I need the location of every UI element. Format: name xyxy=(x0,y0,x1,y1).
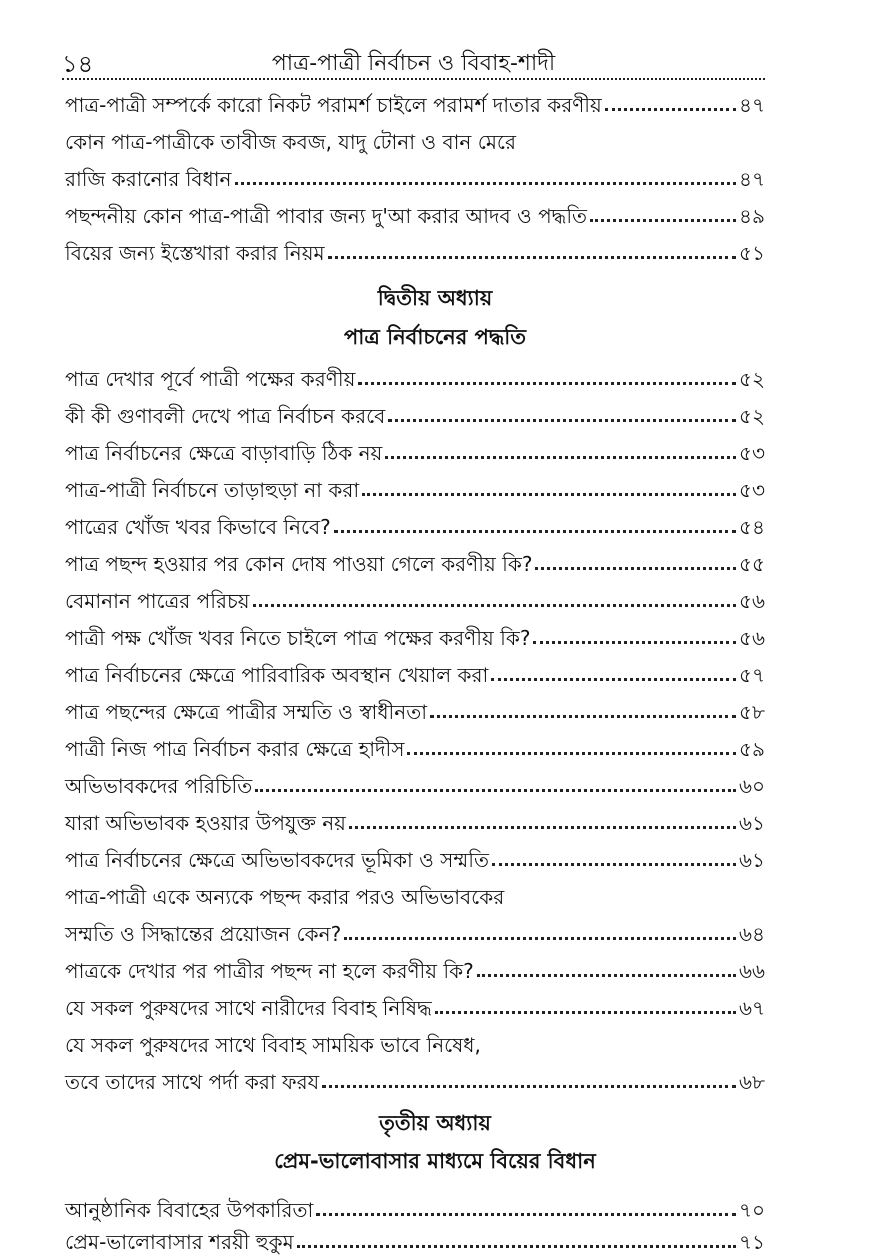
toc-entry-page: ৫১ xyxy=(739,241,765,265)
chapter-heading: দ্বিতীয় অধ্যায় xyxy=(377,286,493,310)
toc-entry-page: ৫৮ xyxy=(739,700,765,724)
toc-entry[interactable] xyxy=(65,1061,765,1095)
toc-entry[interactable] xyxy=(65,432,765,466)
toc-entry-page: ৬৭ xyxy=(738,996,765,1020)
toc-entry[interactable] xyxy=(65,232,765,266)
toc-entry[interactable] xyxy=(65,84,765,118)
toc-entry[interactable] xyxy=(65,121,765,155)
toc-entry-title: রাজি করানোর বিধান xyxy=(65,167,232,191)
dot-leader xyxy=(491,678,736,681)
toc-entry[interactable] xyxy=(65,728,765,762)
running-title: পাত্র-পাত্রী নির্বাচন ও বিবাহ-শাদী xyxy=(271,51,556,76)
toc-entry[interactable] xyxy=(65,987,765,1021)
toc-entry[interactable] xyxy=(65,802,765,836)
dot-leader xyxy=(385,456,736,459)
dot-leader xyxy=(388,419,736,422)
toc-entry[interactable] xyxy=(65,876,765,910)
toc-entry-page: ৬১ xyxy=(739,848,765,872)
toc-entry-title: প্রেম-ভালোবাসার শরয়ী হুকুম xyxy=(65,1230,294,1254)
dot-leader xyxy=(255,789,736,792)
toc-entry[interactable] xyxy=(65,158,765,192)
toc-entry-title: পাত্র নির্বাচনের ক্ষেত্রে পারিবারিক অবস্থান খেয়াল করা xyxy=(65,663,489,687)
dot-leader xyxy=(435,1011,736,1014)
chapter-heading: তৃতীয় অধ্যায় xyxy=(379,1111,491,1135)
toc-entry[interactable] xyxy=(65,395,765,429)
toc-entry-page: ৫৩ xyxy=(739,478,765,502)
page-header xyxy=(62,44,765,80)
dot-leader xyxy=(605,108,736,111)
toc-entry-title: যে সকল পুরুষদের সাথে নারীদের বিবাহ নিষিদ্ধ xyxy=(65,996,432,1020)
chapter-subtitle: পাত্র নির্বাচনের পদ্ধতি xyxy=(344,325,526,349)
toc-entry[interactable] xyxy=(65,913,765,947)
toc-entry-title: বিয়ের জন্য ইস্তেখারা করার নিয়ম xyxy=(65,241,325,265)
dot-leader xyxy=(533,641,736,644)
toc-entry-page: ৪৯ xyxy=(739,204,765,228)
toc-entry[interactable] xyxy=(65,506,765,540)
dot-leader xyxy=(590,219,736,222)
toc-entry-page: ৫৪ xyxy=(739,515,765,539)
toc-entry[interactable] xyxy=(65,950,765,984)
toc-entry-title: পাত্রী পক্ষ খোঁজ খবর নিতে চাইলে পাত্র পক্ষের করণীয় কি? xyxy=(65,626,531,650)
dot-leader xyxy=(535,567,736,570)
toc-entry-title: পাত্রকে দেখার পর পাত্রীর পছন্দ না হলে করণীয় কি? xyxy=(65,959,474,983)
toc-entry-title: কী কী গুণাবলী দেখে পাত্র নির্বাচন করবে xyxy=(65,404,386,428)
toc-entry-page: ৫৫ xyxy=(739,552,765,576)
toc-entry[interactable] xyxy=(65,1189,765,1223)
toc-entry[interactable] xyxy=(65,691,765,725)
toc-entry-page: ৫৯ xyxy=(739,737,765,761)
toc-entry-page: ৬৪ xyxy=(739,922,765,946)
toc-entry-title: পছন্দনীয় কোন পাত্র-পাত্রী পাবার জন্য দু'আ করার আদব ও পদ্ধতি xyxy=(65,204,588,228)
toc-entry-page: ৪৭ xyxy=(739,167,765,191)
dot-leader xyxy=(430,715,736,718)
toc-entry-page: ৬০ xyxy=(738,774,765,798)
dot-leader xyxy=(253,604,736,607)
toc-entry[interactable] xyxy=(65,617,765,651)
toc-entry-title: পাত্র-পাত্রী নির্বাচনে তাড়াহুড়া না করা xyxy=(65,478,360,502)
toc-entry-title: কোন পাত্র-পাত্রীকে তাবীজ কবজ, যাদু টোনা ও বান মেরে xyxy=(65,130,516,154)
dot-leader xyxy=(477,974,736,977)
toc-entry-title: পাত্রী নিজ পাত্র নির্বাচন করার ক্ষেত্রে হাদীস xyxy=(65,737,405,761)
toc-entry[interactable] xyxy=(65,839,765,873)
toc-entry[interactable] xyxy=(65,358,765,392)
dot-leader xyxy=(235,182,737,185)
toc-entry[interactable] xyxy=(65,580,765,614)
toc-entry[interactable] xyxy=(65,543,765,577)
toc-entry[interactable] xyxy=(65,195,765,229)
toc-entry-page: ৫২ xyxy=(739,404,765,428)
dot-leader xyxy=(322,1085,736,1088)
dot-leader xyxy=(407,752,736,755)
toc-entry-title: অভিভাবকদের পরিচিতি xyxy=(65,774,253,798)
toc-entry-page: ৬৮ xyxy=(739,1070,765,1094)
dot-leader xyxy=(334,530,736,533)
toc-entry-title: পাত্র পছন্দ হওয়ার পর কোন দোষ পাওয়া গেলে করণীয় কি? xyxy=(65,552,533,576)
toc-entry-title: পাত্রের খোঁজ খবর কিভাবে নিবে? xyxy=(65,515,331,539)
dot-leader xyxy=(297,1245,736,1248)
dot-leader xyxy=(358,382,736,385)
dot-leader xyxy=(316,1213,736,1216)
toc-entry[interactable] xyxy=(65,1024,765,1058)
toc-entry-page: ৫৬ xyxy=(739,589,765,613)
toc-entry-page: ৬৬ xyxy=(738,959,765,983)
toc-entry-title: বেমানান পাত্রের পরিচয় xyxy=(65,589,250,613)
toc-entry-page: ৭১ xyxy=(739,1230,765,1254)
dot-leader xyxy=(344,937,736,940)
chapter-subtitle: প্রেম-ভালোবাসার মাধ্যমে বিয়ের বিধান xyxy=(274,1149,596,1173)
toc-entry-title: যারা অভিভাবক হওয়ার উপযুক্ত নয় xyxy=(65,811,346,835)
toc-entry-title: পাত্র-পাত্রী সম্পর্কে কারো নিকট পরামর্শ চাইলে পরামর্শ দাতার করণীয় xyxy=(65,93,602,117)
toc-entry-title: তবে তাদের সাথে পর্দা করা ফরয xyxy=(65,1070,320,1094)
toc-entry-title: পাত্র নির্বাচনের ক্ষেত্রে অভিভাবকদের ভূমিকা ও সম্মতি xyxy=(65,848,489,872)
dot-leader xyxy=(492,863,736,866)
toc-entry-page: ৫৭ xyxy=(739,663,765,687)
dot-leader xyxy=(349,826,736,829)
page-number: ১৪ xyxy=(62,50,94,78)
toc-entry[interactable] xyxy=(65,765,765,799)
toc-entry-page: ৫৬ xyxy=(739,626,765,650)
toc-entry-title: পাত্র পছন্দের ক্ষেত্রে পাত্রীর সম্মতি ও স্বাধীনতা xyxy=(65,700,427,724)
toc-entry[interactable] xyxy=(65,469,765,503)
toc-entry[interactable] xyxy=(65,1221,765,1255)
toc-entry[interactable] xyxy=(65,654,765,688)
dot-leader xyxy=(328,256,736,259)
toc-entry-title: পাত্র নির্বাচনের ক্ষেত্রে বাড়াবাড়ি ঠিক নয় xyxy=(65,441,383,465)
toc-entry-title: পাত্র দেখার পূর্বে পাত্রী পক্ষের করণীয় xyxy=(65,367,356,391)
toc-entry-title: পাত্র-পাত্রী একে অন্যকে পছন্দ করার পরও অভিভাবকের xyxy=(65,885,505,909)
toc-entry-page: ৫৩ xyxy=(739,441,765,465)
toc-entry-page: ৪৭ xyxy=(739,93,765,117)
toc-entry-title: যে সকল পুরুষদের সাথে বিবাহ সাময়িক ভাবে নিষেধ, xyxy=(65,1033,481,1057)
toc-entry-page: ৬১ xyxy=(739,811,765,835)
toc-entry-title: আনুষ্ঠানিক বিবাহের উপকারিতা xyxy=(65,1198,314,1222)
toc-entry-page: ৭০ xyxy=(738,1198,765,1222)
toc-entry-page: ৫২ xyxy=(739,367,765,391)
dot-leader xyxy=(362,493,736,496)
toc-entry-title: সম্মতি ও সিদ্ধান্তের প্রয়োজন কেন? xyxy=(65,922,342,946)
